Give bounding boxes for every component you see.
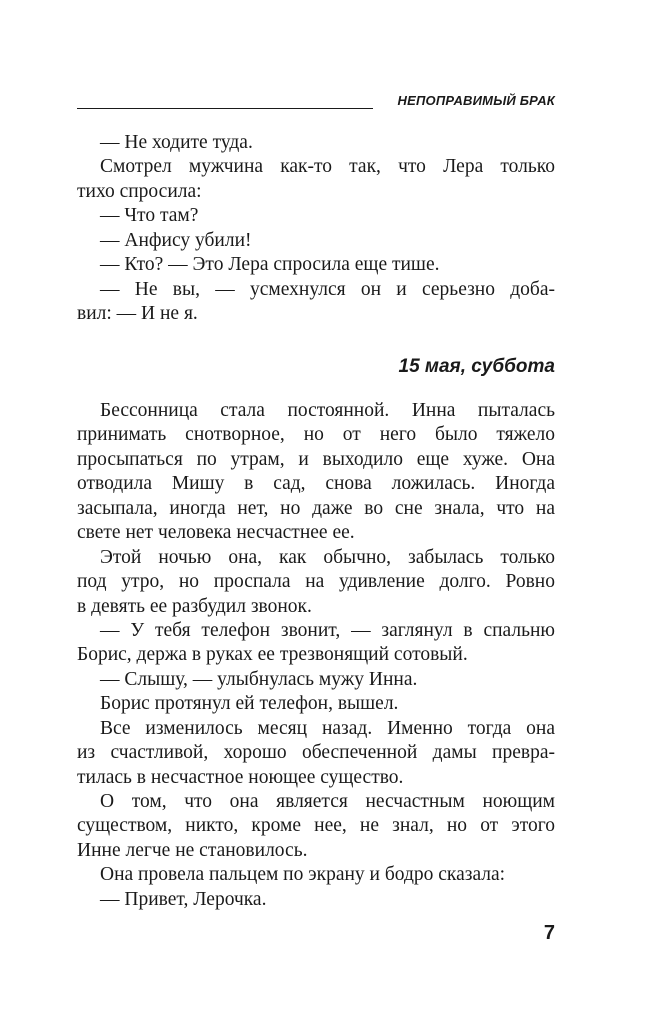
paragraph [77,717,555,790]
text-line: Бессонница стала постоянной. Инна пыталась [100,400,555,421]
text-line: Все изменилось месяц назад. Именно тогда она [100,717,555,739]
paragraph [77,888,555,912]
text-line: в девять ее разбудил звонок. [77,595,312,617]
text-line: засыпала, иногда нет, но даже во сне знала, что на [77,497,555,519]
text-line: — Кто? — Это Лера спросила еще тише. [100,254,440,276]
text-line: из счастливой, хорошо обеспеченной дамы превра- [77,742,555,764]
paragraph [77,229,555,253]
header-rule [77,108,373,109]
paragraph [77,399,555,546]
text-line: Инне легче не становилось. [77,839,308,861]
text-line: Она провела пальцем по экрану и бодро сказала: [100,864,506,886]
paragraph [77,131,555,155]
paragraph [77,619,555,668]
paragraph [77,204,555,228]
paragraph [77,790,555,863]
text-line: — Что там? [100,205,199,227]
paragraph [77,278,555,327]
text-line: под утро, но проспала на удивление долго. Ровно [77,571,555,593]
text-line: просыпаться по утрам, и выходило еще хуже. Она [77,448,555,470]
text-line: — У тебя телефон звонит, — заглянул в спальню [100,619,555,641]
text-line: вил: — И не я. [77,303,198,325]
paragraph [77,546,555,619]
text-line: отводила Мишу в сад, снова ложилась. Иногда [77,473,555,495]
paragraph [77,692,555,716]
text-line: — Слышу, — улыбнулась мужу Инна. [100,668,418,690]
text-line: — Привет, Лерочка. [100,888,267,910]
text-line: свете нет человека несчастнее ее. [77,522,355,544]
paragraph [77,253,555,277]
text-block-2 [77,399,555,912]
text-line: — Не вы, — усмехнулся он и серьезно доба- [100,278,555,300]
running-title: НЕПОПРАВИМЫЙ БРАК [397,93,555,108]
text-line: О том, что она является несчастным ноющим [100,791,555,812]
text-line: Этой ночью она, как обычно, забылась только [100,546,555,568]
paragraph [77,668,555,692]
text-line: существом, никто, кроме нее, не знал, но от этого [77,815,555,837]
text-block-1 [77,131,555,327]
paragraph [77,863,555,887]
text-line: Борис протянул ей телефон, вышел. [100,693,399,715]
text-line: — Анфису убили! [100,229,252,251]
text-line: тихо спросила: [77,180,202,202]
paragraph [77,155,555,204]
chapter-date-heading: 15 мая, суббота [398,356,555,377]
text-line: Смотрел мужчина как-то так, что Лера только [100,156,555,178]
text-line: тилась в несчастное ноющее существо. [77,766,404,788]
text-line: — Не ходите туда. [100,132,253,153]
text-line: принимать снотворное, но от него было тяжело [77,424,555,446]
page-number: 7 [543,922,555,944]
text-line: Борис, держа в руках ее трезвонящий сотовый. [77,644,468,666]
